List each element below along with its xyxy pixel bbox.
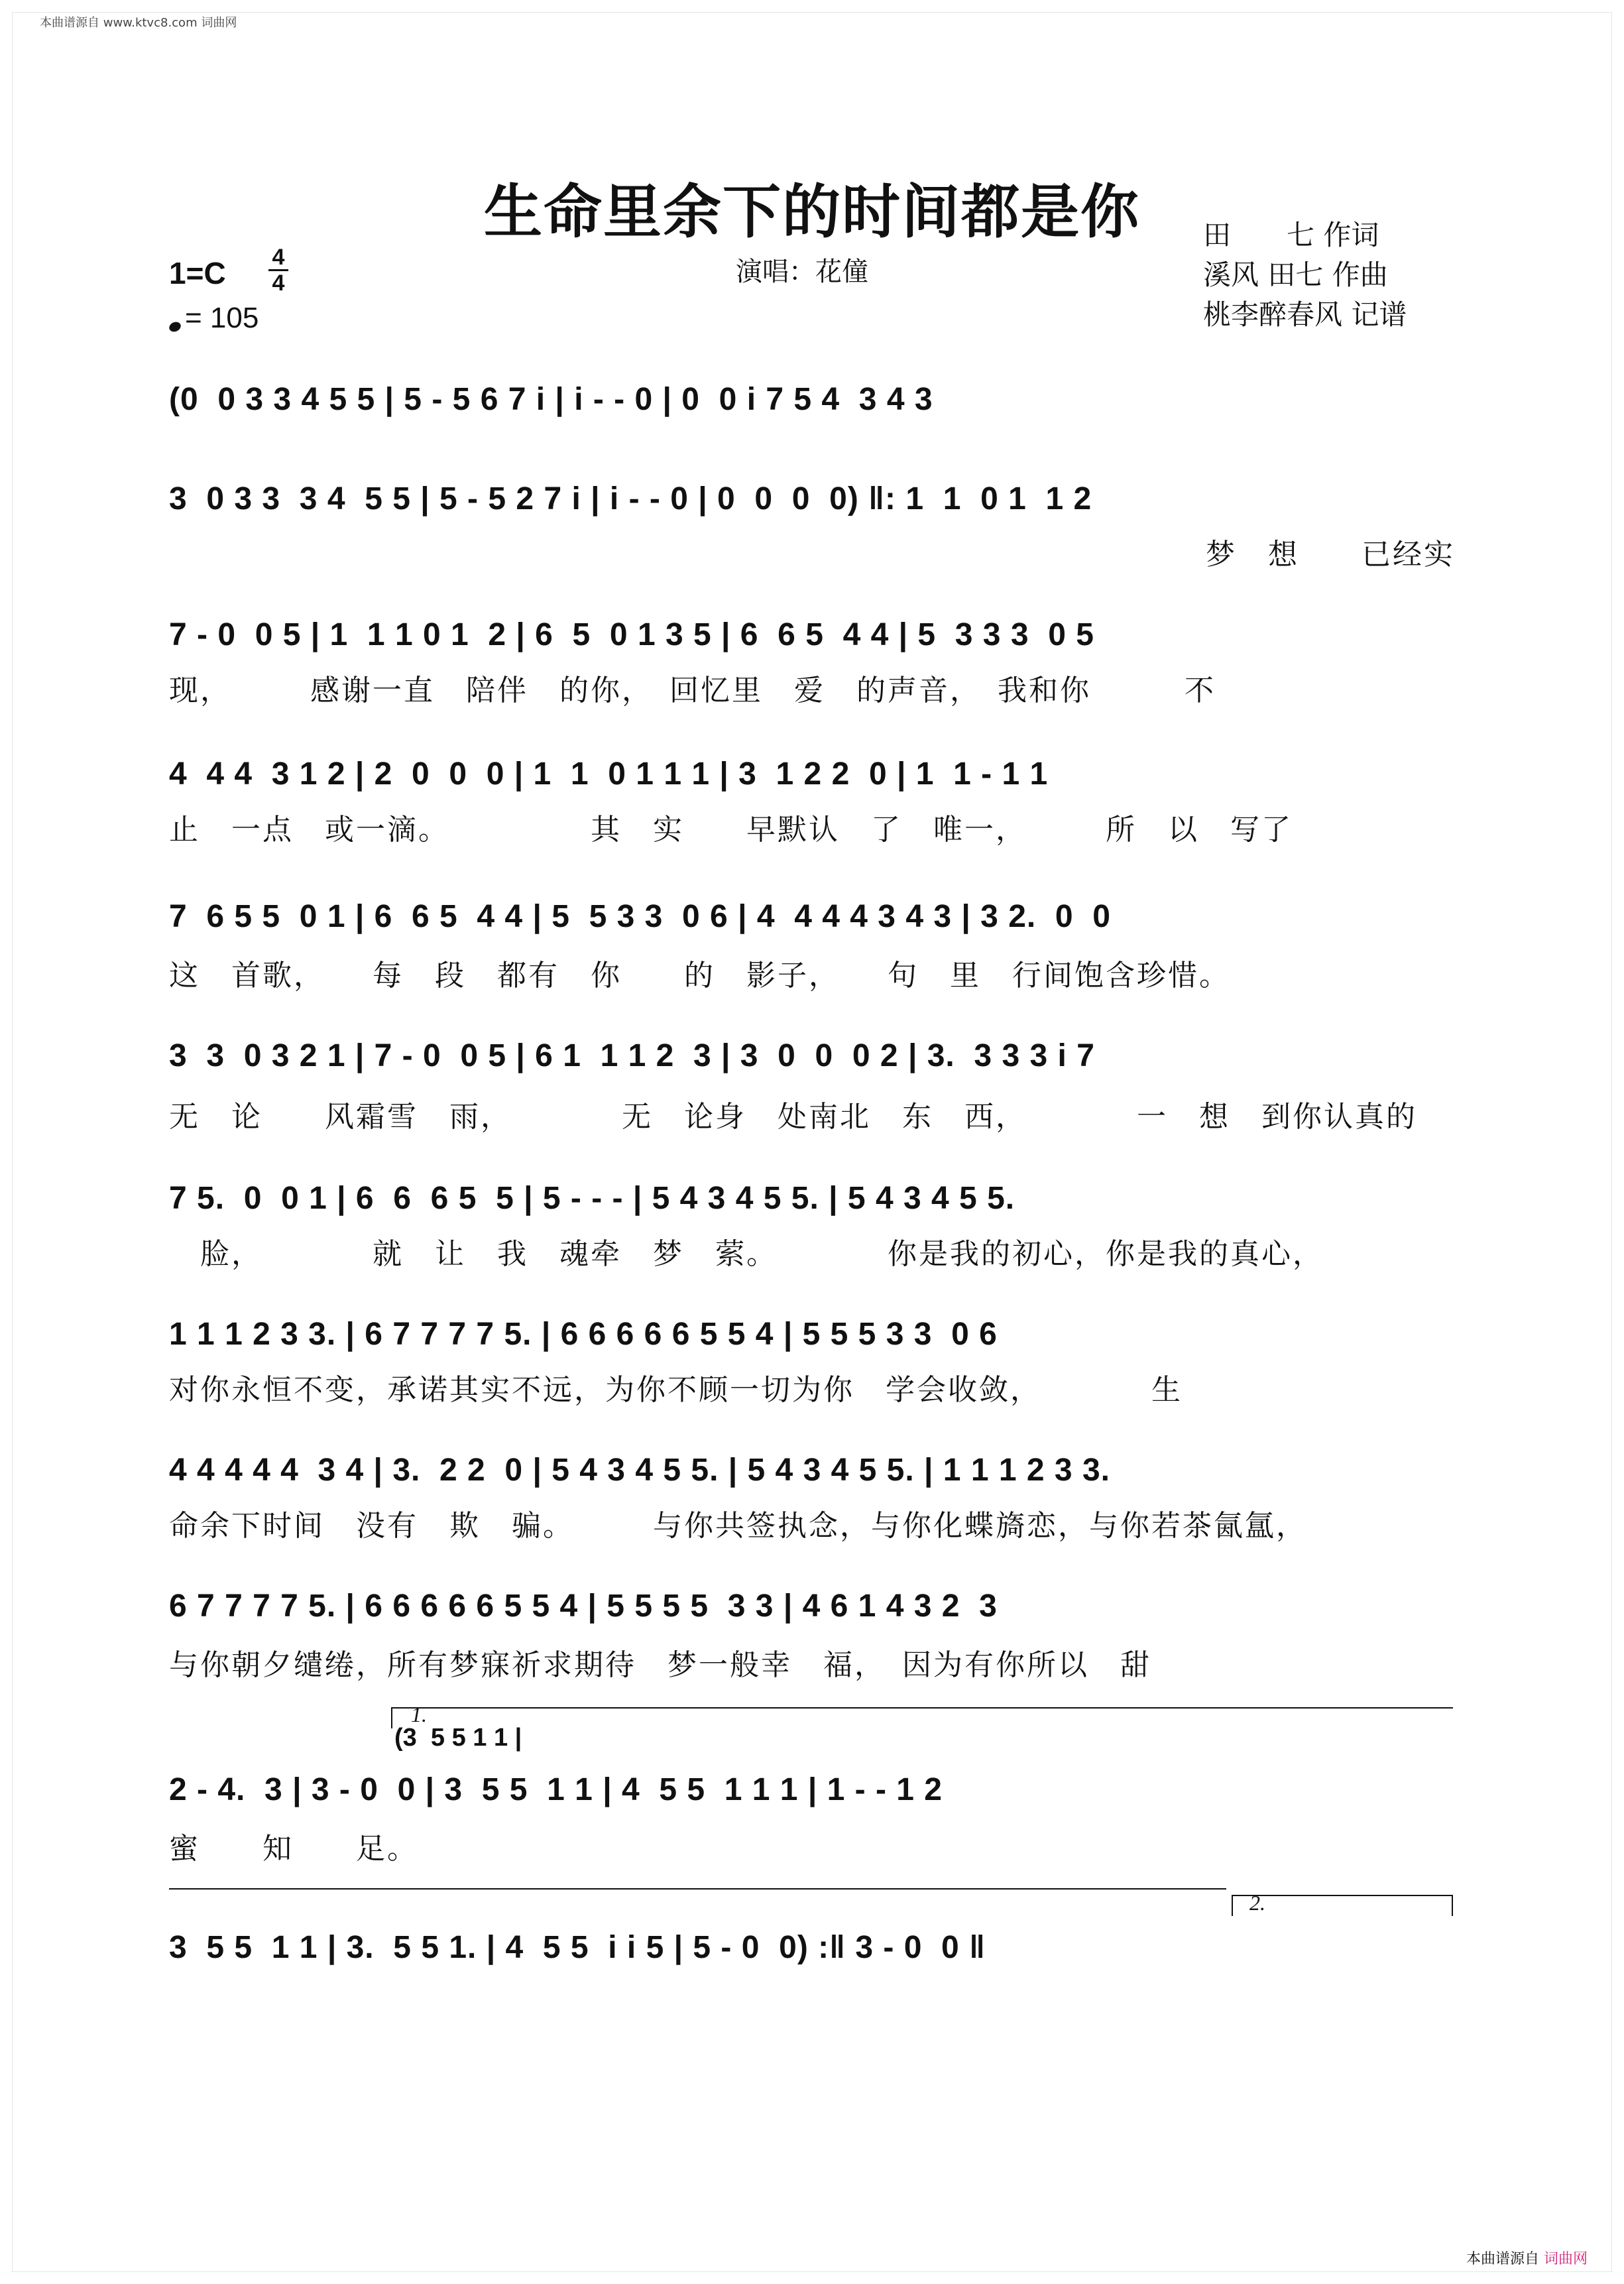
score-row-2-lyric: 梦 想 已经实	[1206, 538, 1455, 571]
key-signature: 1=C	[169, 256, 226, 290]
tempo-marking	[169, 302, 259, 335]
score-row-3-lyric: 现， 感谢一直 陪伴 的你， 回忆里 爱 的声音， 我和你 不	[169, 674, 1216, 707]
score-row-4-notes: 4 4 4 3 1 2 | 2 0 0 0 | 1 1 0 1 1 1 | 3 1 2 2 0 | 1 1 - 1 1	[169, 756, 1049, 792]
second-ending-label: 2.	[1249, 1891, 1265, 1915]
composer-credit: 溪风 田七 作曲	[1203, 259, 1388, 291]
quarter-note-icon	[168, 320, 182, 333]
transcriber-credit: 桃李醉春风 记谱	[1203, 298, 1407, 331]
first-ending-alt-notes: (3 5 5 1 1 |	[394, 1724, 522, 1752]
score-row-11-notes: 2 - 4. 3 | 3 - 0 0 | 3 5 5 1 1 | 4 5 5 1 1 1 | 1 - - 1 2	[169, 1772, 943, 1807]
score-row-10-notes: 6 7 7 7 7 5. | 6 6 6 6 6 5 5 4 | 5 5 5 5 3 3 | 4 6 1 4 3 2 3	[169, 1589, 998, 1624]
score-row-5-lyric: 这 首歌， 每 段 都有 你 的 影子， 句 里 行间饱含珍惜。	[169, 959, 1230, 992]
singer-credit: 演唱：花僮	[736, 257, 868, 287]
score-row-6-lyric: 无 论 风霜雪 雨， 无 论身 处南北 东 西， 一 想 到你认真的	[169, 1100, 1417, 1134]
system-divider	[169, 1888, 1226, 1890]
time-signature-bottom: 4	[268, 269, 288, 295]
score-row-3-notes: 7 - 0 0 5 | 1 1 1 0 1 2 | 6 5 0 1 3 5 | 6 6 5 4 4 | 5 3 3 3 0 5	[169, 617, 1094, 652]
tempo-value: = 105	[185, 302, 259, 334]
score-row-7-lyric: 脸， 就 让 我 魂牵 梦 萦。 你是我的初心，你是我的真心，	[169, 1237, 1324, 1271]
footer-text: 本曲谱源自	[1466, 2251, 1539, 2267]
time-signature	[268, 245, 288, 295]
score-row-2-notes: 3 0 3 3 3 4 5 5 | 5 - 5 2 7 i | i - - 0 | 0 0 0 0) ‖: 1 1 0 1 1 2	[169, 481, 1092, 516]
footer-site-link[interactable]: 词曲网	[1543, 2251, 1588, 2267]
score-row-6-notes: 3 3 0 3 2 1 | 7 - 0 0 5 | 6 1 1 1 2 3 | 3 0 0 0 2 | 3. 3 3 3 i 7	[169, 1038, 1095, 1073]
score-row-10-lyric: 与你朝夕缱绻，所有梦寐祈求期待 梦一般幸 福， 因为有你所以 甜	[169, 1648, 1151, 1682]
first-ending-label: 1.	[411, 1703, 427, 1726]
lyricist-credit: 田 七 作词	[1203, 219, 1379, 251]
first-ending-bracket	[391, 1707, 1453, 1728]
score-row-7-notes: 7 5. 0 0 1 | 6 6 6 5 5 | 5 - - - | 5 4 3 4 5 5. | 5 4 3 4 5 5.	[169, 1181, 1015, 1216]
score-row-11-lyric: 蜜 知 足。	[169, 1832, 418, 1866]
score-row-8-lyric: 对你永恒不变，承诺其实不远，为你不顾一切为你 学会收敛， 生	[169, 1373, 1183, 1407]
time-signature-top: 4	[272, 245, 285, 270]
score-row-5-notes: 7 6 5 5 0 1 | 6 6 5 4 4 | 5 5 3 3 0 6 | 4 4 4 4 3 4 3 | 3 2. 0 0	[169, 899, 1111, 934]
score-row-9-notes: 4 4 4 4 4 3 4 | 3. 2 2 0 | 5 4 3 4 5 5. | 5 4 3 4 5 5. | 1 1 1 2 3 3.	[169, 1453, 1110, 1488]
score-row-9-lyric: 命余下时间 没有 欺 骗。 与你共签执念，与你化蝶旖恋，与你若茶氤氲，	[169, 1509, 1307, 1543]
score-row-12-notes: 3 5 5 1 1 | 3. 5 5 1. | 4 5 5 i i 5 | 5 - 0 0) :‖ 3 - 0 0 ‖	[169, 1930, 986, 1965]
score-row-8-notes: 1 1 1 2 3 3. | 6 7 7 7 7 5. | 6 6 6 6 6 5 5 4 | 5 5 5 3 3 0 6	[169, 1317, 998, 1352]
footer	[1466, 2248, 1588, 2268]
score-row-1-notes: (0 0 3 3 4 5 5 | 5 - 5 6 7 i | i - - 0 | 0 0 i 7 5 4 3 4 3	[169, 382, 933, 417]
song-title: 生命里余下的时间都是你	[483, 177, 1140, 246]
score-row-4-lyric: 止 一点 或一滴。 其 实 早默认 了 唯一， 所 以 写了	[169, 813, 1293, 847]
source-note: 本曲谱源自 www.ktvc8.com 词曲网	[40, 16, 237, 30]
